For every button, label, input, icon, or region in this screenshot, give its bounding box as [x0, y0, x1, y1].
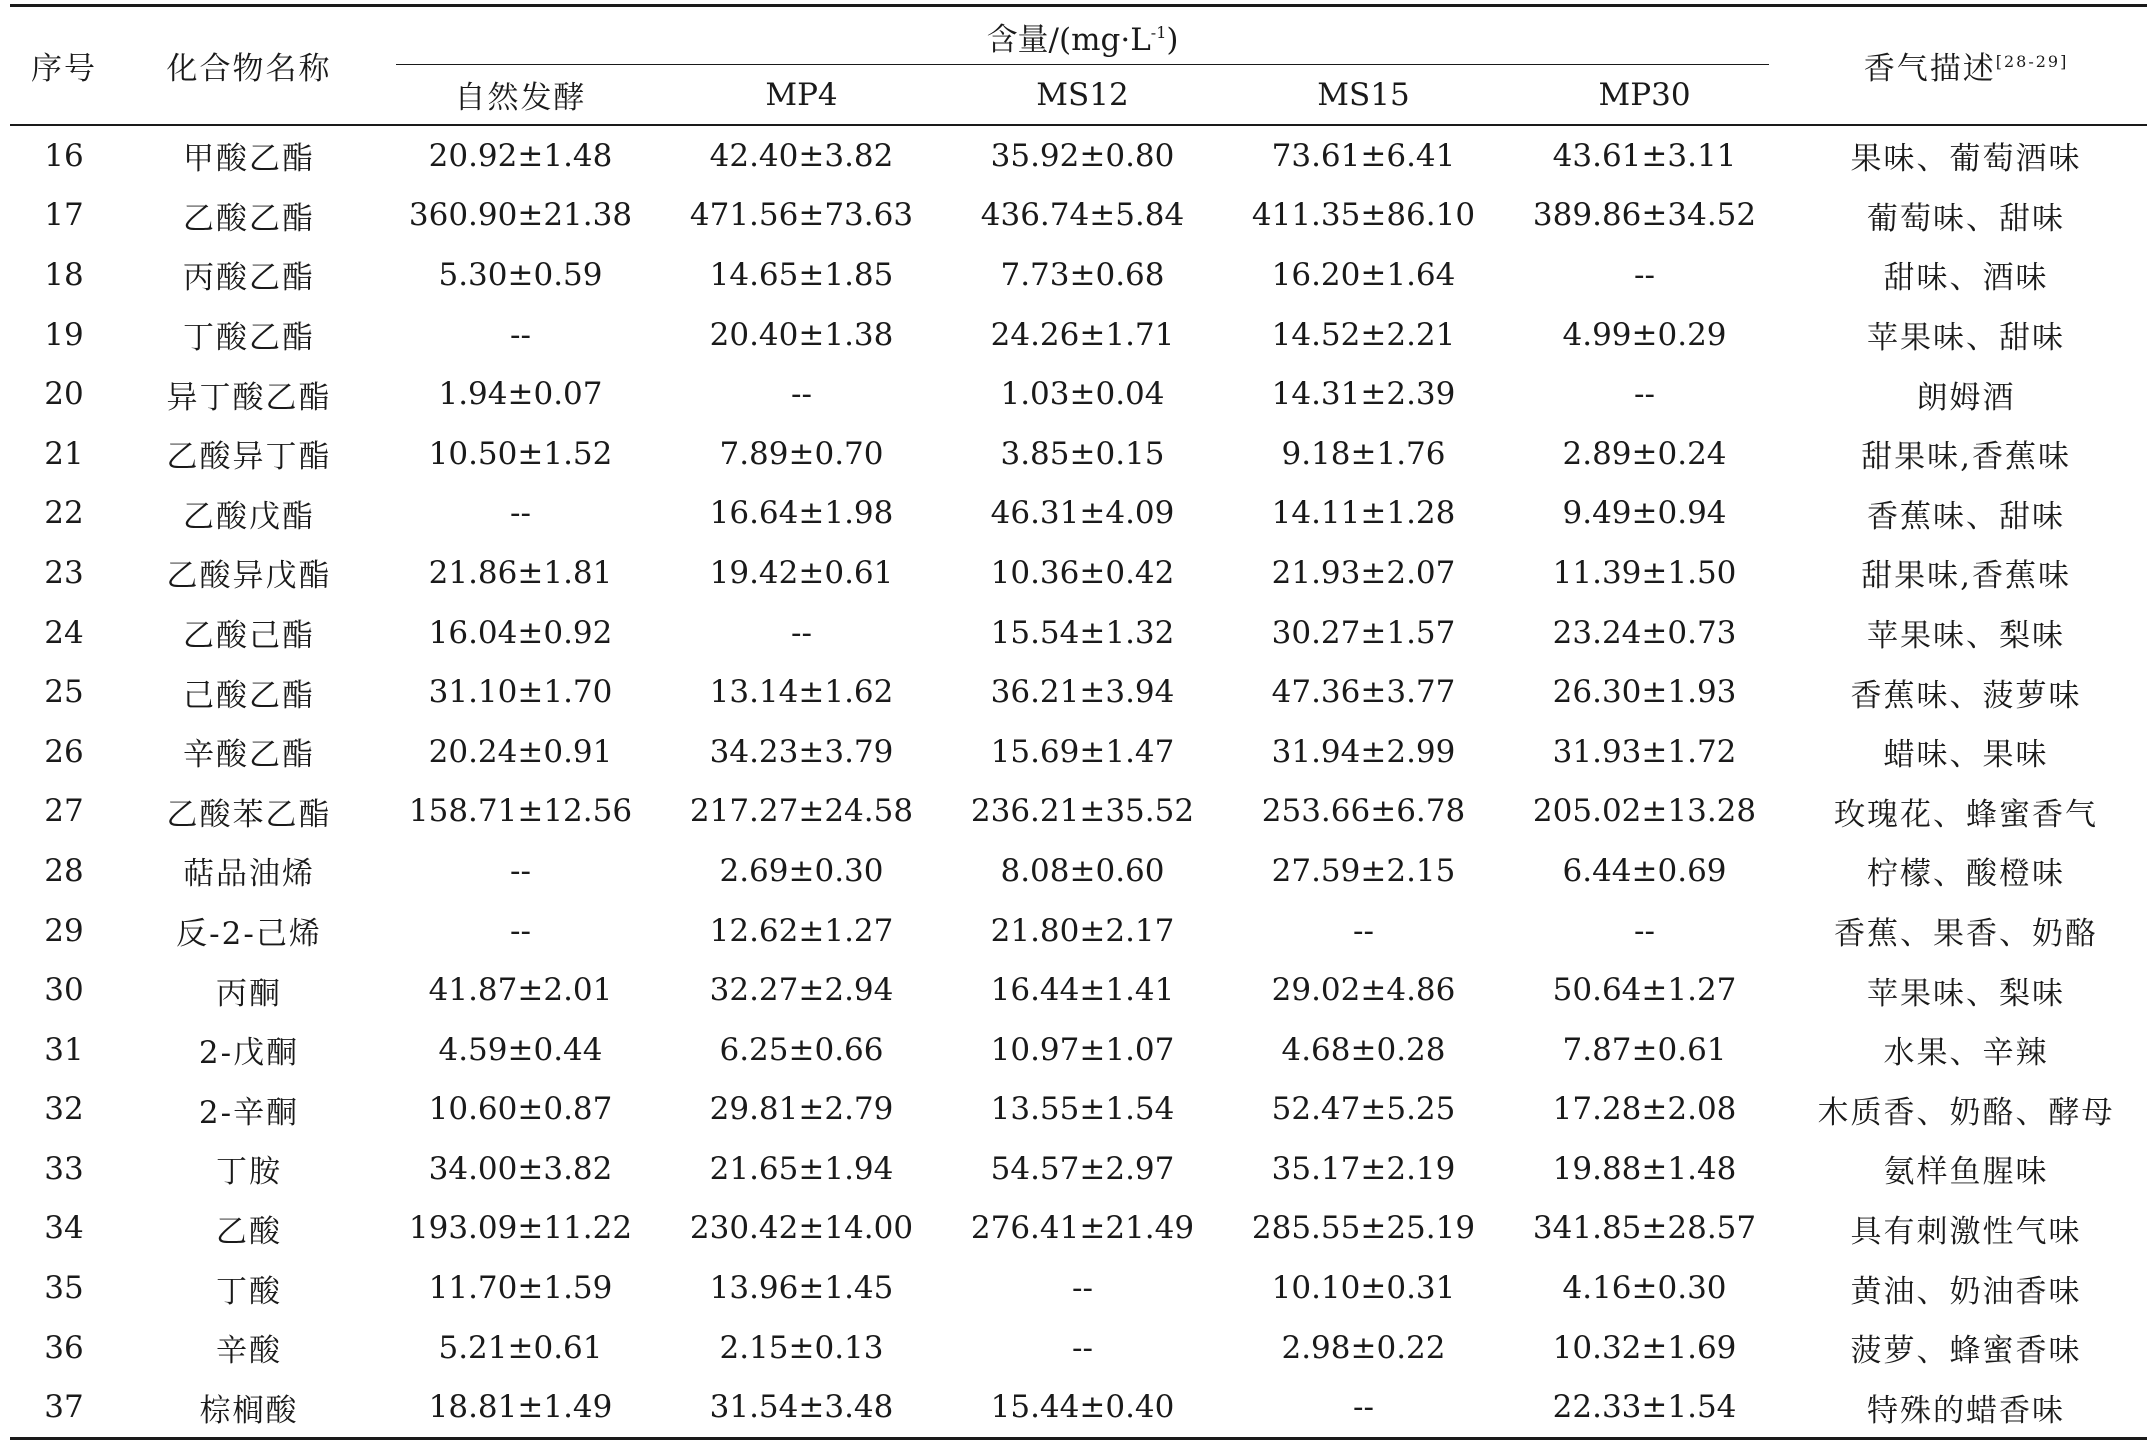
aroma-description: 香蕉、果香、奶酪 [1834, 916, 2099, 953]
content-value-1: 19.42±0.61 [709, 554, 894, 591]
header-aroma-ref: [28-29] [1995, 52, 2069, 71]
content-value-0: -- [510, 316, 531, 353]
content-value-4: 31.93±1.72 [1552, 733, 1737, 770]
content-value-1: 16.64±1.98 [709, 495, 894, 532]
aroma-description: 香蕉味、甜味 [1867, 498, 2066, 535]
header-content-group [380, 6, 1785, 66]
aroma-description: 果味、葡萄酒味 [1850, 141, 2082, 178]
content-value-1: 42.40±3.82 [709, 137, 894, 174]
content-value-0: 11.70±1.59 [428, 1270, 613, 1307]
content-value-0: 21.86±1.81 [428, 554, 613, 591]
content-value-3: 14.52±2.21 [1271, 316, 1456, 353]
header-aroma-label: 香气描述 [1863, 51, 1996, 87]
compound-name: 丁酸乙酯 [183, 320, 315, 357]
compound-name: 异丁酸乙酯 [166, 379, 332, 416]
volatile-compounds-table [10, 4, 2147, 1440]
content-value-2: 21.80±2.17 [990, 912, 1175, 949]
compound-name: 萜品油烯 [183, 856, 315, 893]
content-value-4: -- [1634, 256, 1655, 293]
content-value-4: 341.85±28.57 [1532, 1210, 1757, 1247]
row-index: 23 [44, 554, 84, 591]
row-index: 28 [44, 852, 84, 889]
content-value-1: 12.62±1.27 [709, 912, 894, 949]
content-value-2: 1.03±0.04 [1000, 376, 1165, 413]
content-value-2: 46.31±4.09 [990, 495, 1175, 532]
content-value-1: 14.65±1.85 [709, 256, 894, 293]
compound-name: 辛酸乙酯 [183, 737, 315, 774]
table-row [10, 1258, 2147, 1318]
aroma-description: 特殊的蜡香味 [1785, 1377, 2147, 1438]
content-value-0: 16.04±0.92 [428, 614, 613, 651]
row-index: 25 [44, 674, 84, 711]
content-value-4: 50.64±1.27 [1552, 972, 1737, 1009]
content-value-2: 54.57±2.97 [990, 1150, 1175, 1187]
table-row [10, 543, 2147, 603]
row-index: 32 [44, 1091, 84, 1128]
content-value-2: 10.97±1.07 [990, 1031, 1175, 1068]
content-value-1: 32.27±2.94 [709, 972, 894, 1009]
content-value-0: 5.30±0.59 [438, 256, 603, 293]
content-value-3: 285.55±25.19 [1251, 1210, 1476, 1247]
table-row [10, 186, 2147, 246]
compound-name: 反-2-己烯 [176, 916, 322, 953]
content-value-0: 4.59±0.44 [438, 1031, 603, 1068]
content-value-1: -- [791, 614, 812, 651]
content-value-2: 24.26±1.71 [990, 316, 1175, 353]
content-value-2: 15.44±0.40 [942, 1377, 1223, 1438]
aroma-description: 苹果味、甜味 [1867, 320, 2066, 357]
content-value-4: 9.49±0.94 [1562, 495, 1727, 532]
content-value-4: 4.99±0.29 [1562, 316, 1727, 353]
compound-name: 丙酮 [216, 975, 282, 1012]
table-row [10, 1139, 2147, 1199]
compound-name: 己酸乙酯 [183, 677, 315, 714]
header-content-prefix: 含量/(mg·L [986, 21, 1151, 58]
aroma-description: 甜味、酒味 [1883, 260, 2049, 297]
content-value-0: 158.71±12.56 [408, 793, 633, 830]
content-value-2: -- [1072, 1270, 1093, 1307]
content-value-2: 13.55±1.54 [990, 1091, 1175, 1128]
header-index [10, 6, 118, 126]
content-value-0: 20.24±0.91 [428, 733, 613, 770]
table-row [10, 603, 2147, 663]
content-value-1: 20.40±1.38 [709, 316, 894, 353]
table-row [10, 1377, 2147, 1438]
table-row [10, 1318, 2147, 1378]
content-value-4: 23.24±0.73 [1552, 614, 1737, 651]
content-value-0: 18.81±1.49 [380, 1377, 661, 1438]
content-value-2: 436.74±5.84 [980, 197, 1185, 234]
content-value-4: 17.28±2.08 [1552, 1091, 1737, 1128]
row-index: 34 [44, 1210, 84, 1247]
row-index: 31 [44, 1031, 84, 1068]
row-index: 17 [44, 197, 84, 234]
aroma-description: 木质香、奶酪、酵母 [1817, 1094, 2115, 1131]
content-value-0: -- [510, 912, 531, 949]
content-value-3: 10.10±0.31 [1271, 1270, 1456, 1307]
content-value-4: -- [1634, 376, 1655, 413]
aroma-description: 黄油、奶油香味 [1850, 1273, 2082, 1310]
table-row [10, 305, 2147, 365]
group-underline [396, 64, 1769, 65]
content-value-0: 34.00±3.82 [428, 1150, 613, 1187]
aroma-description: 香蕉味、菠萝味 [1850, 677, 2082, 714]
content-value-3: 30.27±1.57 [1271, 614, 1456, 651]
row-index: 20 [44, 376, 84, 413]
compound-name: 丁酸 [216, 1273, 282, 1310]
content-value-1: 2.69±0.30 [719, 852, 884, 889]
content-value-3: 21.93±2.07 [1271, 554, 1456, 591]
aroma-description: 蜡味、果味 [1883, 737, 2049, 774]
content-value-1: 13.96±1.45 [709, 1270, 894, 1307]
table-row [10, 364, 2147, 424]
content-value-1: 7.89±0.70 [719, 435, 884, 472]
compound-name: 乙酸异戊酯 [166, 558, 332, 595]
content-value-3: 16.20±1.64 [1271, 256, 1456, 293]
table-header [10, 6, 2147, 126]
content-value-0: -- [510, 852, 531, 889]
header-sample-2: MS12 [942, 65, 1223, 125]
table-body [10, 125, 2147, 1439]
content-value-0: 20.92±1.48 [428, 137, 613, 174]
header-aroma [1785, 6, 2147, 126]
compound-name: 丁胺 [216, 1154, 282, 1191]
content-value-3: 411.35±86.10 [1251, 197, 1476, 234]
content-value-1: 2.15±0.13 [719, 1329, 884, 1366]
table-row [10, 722, 2147, 782]
row-index: 19 [44, 316, 84, 353]
content-value-3: 9.18±1.76 [1281, 435, 1446, 472]
content-value-2: 7.73±0.68 [1000, 256, 1165, 293]
content-value-2: 15.69±1.47 [990, 733, 1175, 770]
content-value-0: -- [510, 495, 531, 532]
content-value-1: 29.81±2.79 [709, 1091, 894, 1128]
header-sample-0: 自然发酵 [380, 65, 661, 125]
aroma-description: 葡萄味、甜味 [1867, 200, 2066, 237]
header-sample-3: MS15 [1223, 65, 1504, 125]
content-value-2: 15.54±1.32 [990, 614, 1175, 651]
aroma-description: 氨样鱼腥味 [1883, 1154, 2049, 1191]
aroma-description: 具有刺激性气味 [1850, 1213, 2082, 1250]
compound-name: 2-辛酮 [198, 1094, 300, 1131]
content-value-3: 31.94±2.99 [1271, 733, 1456, 770]
table-row [10, 901, 2147, 961]
content-value-4: 10.32±1.69 [1552, 1329, 1737, 1366]
content-value-1: 21.65±1.94 [709, 1150, 894, 1187]
row-index: 35 [44, 1270, 84, 1307]
content-value-3: 2.98±0.22 [1281, 1329, 1446, 1366]
header-compound-name [118, 6, 380, 126]
compound-name: 丙酸乙酯 [183, 260, 315, 297]
content-value-1: 6.25±0.66 [719, 1031, 884, 1068]
content-value-4: 43.61±3.11 [1552, 137, 1737, 174]
header-content-suffix: ) [1166, 21, 1179, 58]
content-value-1: 13.14±1.62 [709, 674, 894, 711]
aroma-description: 甜果味,香蕉味 [1861, 439, 2071, 476]
content-value-3: 27.59±2.15 [1271, 852, 1456, 889]
content-value-1: 471.56±73.63 [689, 197, 914, 234]
compound-name: 乙酸 [216, 1213, 282, 1250]
row-index: 22 [44, 495, 84, 532]
row-index: 26 [44, 733, 84, 770]
content-value-1: 34.23±3.79 [709, 733, 894, 770]
compound-name: 乙酸异丁酯 [166, 439, 332, 476]
row-index: 16 [44, 137, 84, 174]
table-row [10, 960, 2147, 1020]
content-value-0: 31.10±1.70 [428, 674, 613, 711]
content-value-4: -- [1634, 912, 1655, 949]
aroma-description: 玫瑰花、蜂蜜香气 [1834, 796, 2099, 833]
content-value-3: 47.36±3.77 [1271, 674, 1456, 711]
content-value-2: 36.21±3.94 [990, 674, 1175, 711]
aroma-description: 水果、辛辣 [1883, 1035, 2049, 1072]
content-value-1: 217.27±24.58 [689, 793, 914, 830]
aroma-description: 甜果味,香蕉味 [1861, 558, 2071, 595]
content-value-4: 7.87±0.61 [1562, 1031, 1727, 1068]
row-index: 30 [44, 972, 84, 1009]
compound-name: 乙酸苯乙酯 [166, 796, 332, 833]
content-value-3: 14.11±1.28 [1271, 495, 1456, 532]
row-index: 29 [44, 912, 84, 949]
header-sample-4: MP30 [1504, 65, 1785, 125]
content-value-3: 52.47±5.25 [1271, 1091, 1456, 1128]
content-value-1: -- [791, 376, 812, 413]
compound-name: 乙酸己酯 [183, 618, 315, 655]
table-row [10, 1020, 2147, 1080]
aroma-description: 苹果味、梨味 [1867, 618, 2066, 655]
content-value-0: 10.50±1.52 [428, 435, 613, 472]
content-value-3: 35.17±2.19 [1271, 1150, 1456, 1187]
compound-name: 甲酸乙酯 [183, 141, 315, 178]
row-index: 36 [44, 1329, 84, 1366]
row-index: 27 [44, 793, 84, 830]
content-value-3: -- [1353, 912, 1374, 949]
header-sample-1: MP4 [661, 65, 942, 125]
aroma-description: 朗姆酒 [1916, 379, 2016, 416]
content-value-2: 8.08±0.60 [1000, 852, 1165, 889]
content-value-4: 6.44±0.69 [1562, 852, 1727, 889]
content-value-4: 4.16±0.30 [1562, 1270, 1727, 1307]
aroma-description: 菠萝、蜂蜜香味 [1850, 1333, 2082, 1370]
content-value-2: 236.21±35.52 [970, 793, 1195, 830]
content-value-1: 230.42±14.00 [689, 1210, 914, 1247]
content-value-4: 19.88±1.48 [1552, 1150, 1737, 1187]
content-value-2: 10.36±0.42 [990, 554, 1175, 591]
content-value-0: 360.90±21.38 [408, 197, 633, 234]
content-value-3: 73.61±6.41 [1271, 137, 1456, 174]
aroma-description: 柠檬、酸橙味 [1867, 856, 2066, 893]
table-row [10, 125, 2147, 186]
header-index-label: 序号 [31, 51, 97, 87]
table-row [10, 841, 2147, 901]
content-value-3: -- [1223, 1377, 1504, 1438]
row-index: 18 [44, 256, 84, 293]
table-row [10, 424, 2147, 484]
content-value-3: 29.02±4.86 [1271, 972, 1456, 1009]
compound-name: 2-戊酮 [198, 1035, 300, 1072]
content-value-1: 31.54±3.48 [661, 1377, 942, 1438]
table-row [10, 1199, 2147, 1259]
content-value-4: 26.30±1.93 [1552, 674, 1737, 711]
content-value-2: -- [1072, 1329, 1093, 1366]
content-value-0: 41.87±2.01 [428, 972, 613, 1009]
content-value-4: 2.89±0.24 [1562, 435, 1727, 472]
content-value-0: 10.60±0.87 [428, 1091, 613, 1128]
row-index: 24 [44, 614, 84, 651]
table-row [10, 1080, 2147, 1140]
row-index: 21 [44, 435, 84, 472]
content-value-4: 205.02±13.28 [1532, 793, 1757, 830]
content-value-3: 14.31±2.39 [1271, 376, 1456, 413]
header-compound-name-label: 化合物名称 [166, 51, 332, 87]
compound-name: 辛酸 [216, 1333, 282, 1370]
table-row [10, 245, 2147, 305]
compound-name: 棕榈酸 [118, 1377, 380, 1438]
content-value-2: 3.85±0.15 [1000, 435, 1165, 472]
content-value-4: 22.33±1.54 [1504, 1377, 1785, 1438]
content-value-4: 389.86±34.52 [1532, 197, 1757, 234]
content-value-2: 35.92±0.80 [990, 137, 1175, 174]
content-value-0: 193.09±11.22 [408, 1210, 633, 1247]
content-value-4: 11.39±1.50 [1552, 554, 1737, 591]
content-value-2: 276.41±21.49 [970, 1210, 1195, 1247]
table-row [10, 662, 2147, 722]
content-value-2: 16.44±1.41 [990, 972, 1175, 1009]
row-index: 37 [10, 1377, 118, 1438]
row-index: 33 [44, 1150, 84, 1187]
table-row [10, 484, 2147, 544]
table-row [10, 782, 2147, 842]
header-content-sup: -1 [1150, 22, 1167, 42]
compound-name: 乙酸乙酯 [183, 200, 315, 237]
aroma-description: 苹果味、梨味 [1867, 975, 2066, 1012]
compound-name: 乙酸戊酯 [183, 498, 315, 535]
content-value-3: 4.68±0.28 [1281, 1031, 1446, 1068]
content-value-0: 1.94±0.07 [438, 376, 603, 413]
content-value-0: 5.21±0.61 [438, 1329, 603, 1366]
content-value-3: 253.66±6.78 [1261, 793, 1466, 830]
